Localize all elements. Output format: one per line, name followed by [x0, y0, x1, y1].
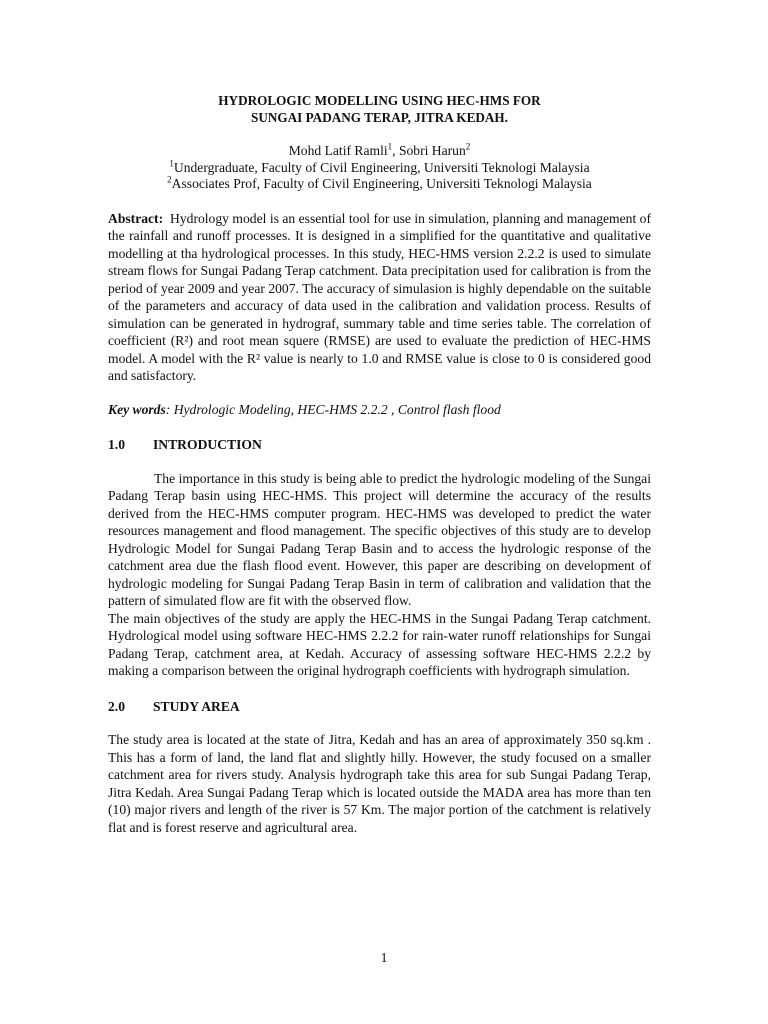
author-2: Sobri Harun: [398, 143, 466, 158]
paper-title: [108, 92, 651, 126]
author-2-sup: 2: [465, 141, 471, 152]
author-line: [108, 143, 651, 160]
section-title: INTRODUCTION: [153, 437, 262, 452]
abstract-label: Abstract:: [108, 210, 164, 226]
keywords: [108, 401, 651, 419]
section-number: 1.0: [108, 437, 125, 452]
affiliation-2-sup: 2: [167, 174, 172, 185]
page-number: 1: [380, 950, 388, 965]
section-title: STUDY AREA: [153, 698, 240, 714]
title-line-1: HYDROLOGIC MODELLING USING HEC-HMS FOR: [218, 93, 541, 108]
affiliation-2-text: Associates Prof, Faculty of Civil Engineering, Universiti Teknologi Malaysia: [171, 176, 592, 191]
author-separator: ,: [392, 143, 399, 158]
author-1: Mohd Latif Ramli: [288, 143, 388, 158]
page-content: [108, 92, 651, 836]
title-line-2: SUNGAI PADANG TERAP, JITRA KEDAH.: [251, 110, 508, 125]
affiliation-2: [108, 176, 651, 193]
abstract: [108, 210, 651, 385]
study-area-paragraph: The study area is located at the state of Jitra, Kedah and has an area of approximately 350 sq.km . This has a form of land, the land flat and slightly hilly. However, the study focused on a smaller catchment area for rivers study. Analysis hydrograph take this area for sub Sungai Padang Terap, Jitra Kedah. Area Sungai Padang Terap which is located outside the MADA area has more than ten (10) major rivers and length of the river is 57 Km. The major portion of the catchment is relatively flat and is forest reserve and agricultural area.: [108, 732, 651, 835]
section-heading-study-area: [108, 698, 651, 716]
author-block: [108, 143, 651, 193]
affiliation-1-sup: 1: [169, 157, 174, 168]
section-heading-introduction: [108, 436, 651, 454]
affiliation-1: [108, 157, 651, 177]
keywords-label: Key words: [108, 401, 166, 417]
affiliation-1-text: Undergraduate, Faculty of Civil Engineering, Universiti Teknologi Malaysia: [173, 159, 590, 175]
section-number: 2.0: [108, 698, 125, 714]
introduction-paragraph-2: The main objectives of the study are apply the HEC-HMS in the Sungai Padang Terap catchment. Hydrological model using software HEC-HMS 2.2.2 for rain-water runoff relationships for Sungai Padang Terap, catchment area, at Kedah. Accuracy of assessing software HEC-HMS 2.2.2 by making a comparison between the original hydrograph coefficients with hydrograph simulation.: [108, 610, 651, 678]
keywords-text: : Hydrologic Modeling, HEC-HMS 2.2.2 , Control flash flood: [165, 401, 501, 417]
author-1-sup: 1: [387, 141, 393, 152]
introduction-paragraph-1: The importance in this study is being able to predict the hydrologic modeling of the Sungai Padang Terap basin using HEC-HMS. This project will determine the accuracy of the results derived from the HEC-HMS computer program. HEC-HMS was developed to predict the water resources management and flood management. The specific objectives of this study are to develop Hydrologic Model for Sungai Padang Terap Basin and to access the hydrologic response of the catchment area due the flash flood event. However, this paper are describing on development of hydrologic modeling for Sungai Padang Terap Basin in term of calibration and validation that the pattern of simulated flow are fit with the observed flow.: [108, 470, 651, 608]
abstract-text: Hydrology model is an essential tool for use in simulation, planning and management of the rainfall and runoff processes. It is designed in a simplified for the quantitative and qualitative modelling at tha hydrological processes. In this study, HEC-HMS version 2.2.2 is used to simulate stream flows for Sungai Padang Terap catchment. Data precipitation used for calibration is from the period of year 2009 and year 2007. The accuracy of simulasion is highly dependable on the suitable of the parameters and accuracy of data used in the calibration and validation process. Results of simulation can be generated in hydrograf, summary table and time series table. The correlation of coefficient (R²) and root mean squere (RMSE) are used to evaluate the prediction of HEC-HMS model. A model with the R² value is nearly to 1.0 and RMSE value is close to 0 is considered good and satisfactory.: [108, 210, 651, 383]
